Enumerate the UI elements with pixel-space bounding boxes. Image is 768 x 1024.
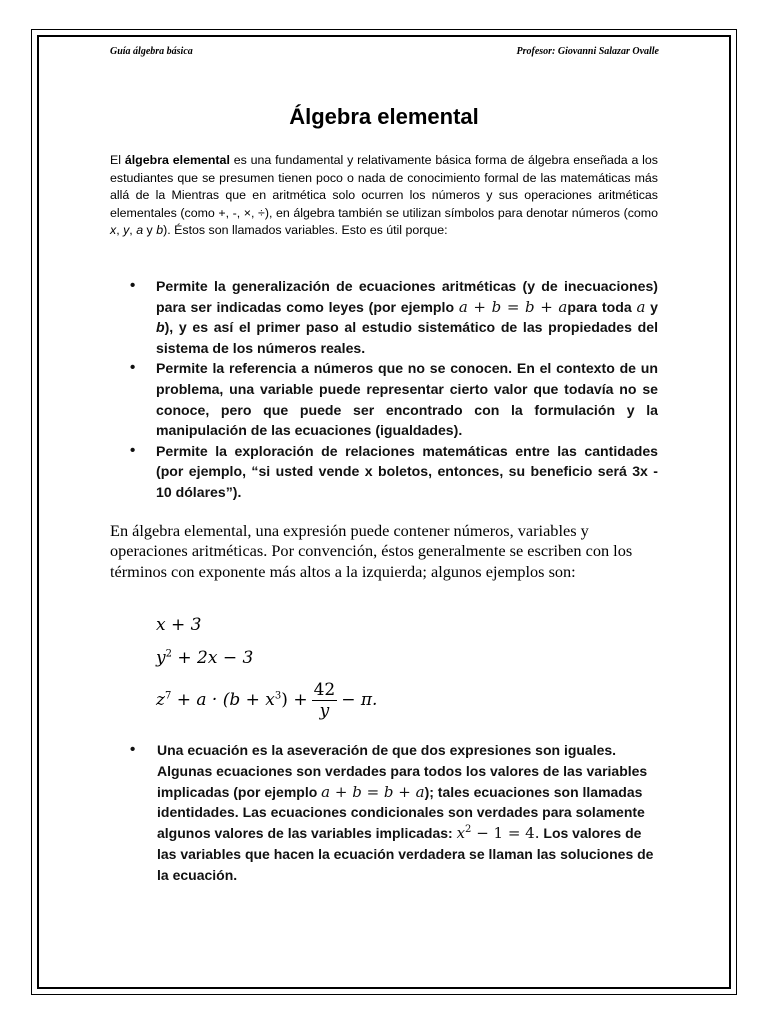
page-title: Álgebra elemental [289, 104, 479, 129]
equation-3 [156, 680, 377, 721]
math-exponent: 2 [465, 824, 472, 836]
bullet-text: Los valores de las variables que hacen la ecuación verdadera se llaman las soluciones de la ecuación. [157, 825, 654, 883]
intro-sep-1: , [116, 223, 124, 238]
equation-text: + a · (b + x [171, 690, 275, 710]
bullet-text: para toda [567, 298, 637, 315]
equation-text: + 2x − 3 [171, 648, 254, 668]
list-item-unknowns: • Permite la referencia a números que no se conocen. En el contexto de un problema, una variable puede representar cierto valor que todavía no se conoce, pero que puede ser encontrado con la formulación y la manipulación de las ecuaciones (igualdades). [110, 358, 658, 440]
fraction-denominator: y [319, 701, 330, 721]
equation-text: y [156, 648, 166, 668]
benefits-list [110, 276, 658, 503]
intro-var-x: x [110, 223, 117, 238]
equation-text: − π. [341, 690, 378, 710]
bullet-text: Permite la generalización de ecuaciones aritméticas (y de inecuaciones) para ser indicadas como leyes (por ejemplo [156, 278, 658, 315]
intro-var-a: a [136, 223, 144, 238]
math-var-a: a [636, 297, 646, 316]
equation-text: ) + [281, 690, 308, 710]
bullet-text: Una ecuación es la aseveración de que dos expresiones son iguales. Algunas ecuaciones son verdades para todos los valores de las variables implicadas (por ejemplo [157, 742, 648, 800]
intro-sep-3: y [143, 223, 157, 238]
list-item-equation-definition [110, 740, 658, 886]
intro-bold-term: álgebra elemental [124, 153, 230, 167]
equation-exponent: 7 [164, 690, 172, 702]
equation-text: z [156, 690, 165, 710]
header-guide-label: Guía álgebra básica [110, 46, 193, 57]
intro-sep-2: , [129, 223, 137, 238]
intro-var-b: b [156, 223, 164, 238]
math-text: − 1 = 4. [471, 824, 540, 843]
math-text: x [456, 824, 466, 843]
intro-var-y: y [123, 223, 130, 238]
bullet-text: ); tales ecuaciones son llamadas identidades. Las ecuaciones condicionales son verdades para solamente algunos valores de las variables implicadas: [157, 783, 645, 842]
bullet-var-b: b [156, 319, 165, 336]
bullet-text: ), y es así el primer paso al estudio sistemático de las propiedades del sistema de los números reales. [156, 319, 658, 356]
intro-text-3: ). Éstos son llamados variables. Esto es útil porque: [163, 223, 448, 238]
equation-fraction [312, 680, 338, 721]
equation-1 [156, 615, 201, 635]
list-item-generalization [110, 276, 658, 358]
math-conditional [457, 824, 540, 842]
expressions-paragraph: En álgebra elemental, una expresión puede contener números, variables y operaciones aritméticas. Por convención, éstos generalmente se escriben con los términos con exponente más altos a la izquierda; algunos ejemplos son: [110, 521, 633, 581]
math-commutative-2: a + b = b + a [321, 782, 425, 801]
equation-2 [156, 648, 253, 668]
intro-text-2: es una fundamental y relativamente básica forma de álgebra enseñada a los estudiantes que se presumen tienen poco o nada de conocimiento formal de las matemáticas más allá de la Mientras que en aritmética solo ocurren los números y sus operaciones aritméticas elementales (como +, -, ×, ÷), en álgebra también se utilizan símbolos para denotar números (como [110, 153, 658, 220]
bullet-text: y [645, 298, 658, 315]
header-professor-label: Profesor: Giovanni Salazar Ovalle [516, 46, 659, 57]
equation-definition-list [110, 740, 658, 886]
equation-exponent: 2 [165, 648, 172, 660]
list-item-relations: • Permite la exploración de relaciones matemáticas entre las cantidades (por ejemplo, “si usted vende x boletos, entonces, su beneficio será 3x - 10 dólares”). [110, 441, 658, 503]
math-commutative: a + b = b + a [458, 297, 568, 316]
intro-paragraph [110, 152, 658, 240]
fraction-numerator: 42 [313, 680, 336, 700]
equation-text: x + 3 [156, 615, 202, 635]
equation-exponent: 3 [274, 690, 282, 702]
intro-text-1: El [110, 153, 125, 167]
